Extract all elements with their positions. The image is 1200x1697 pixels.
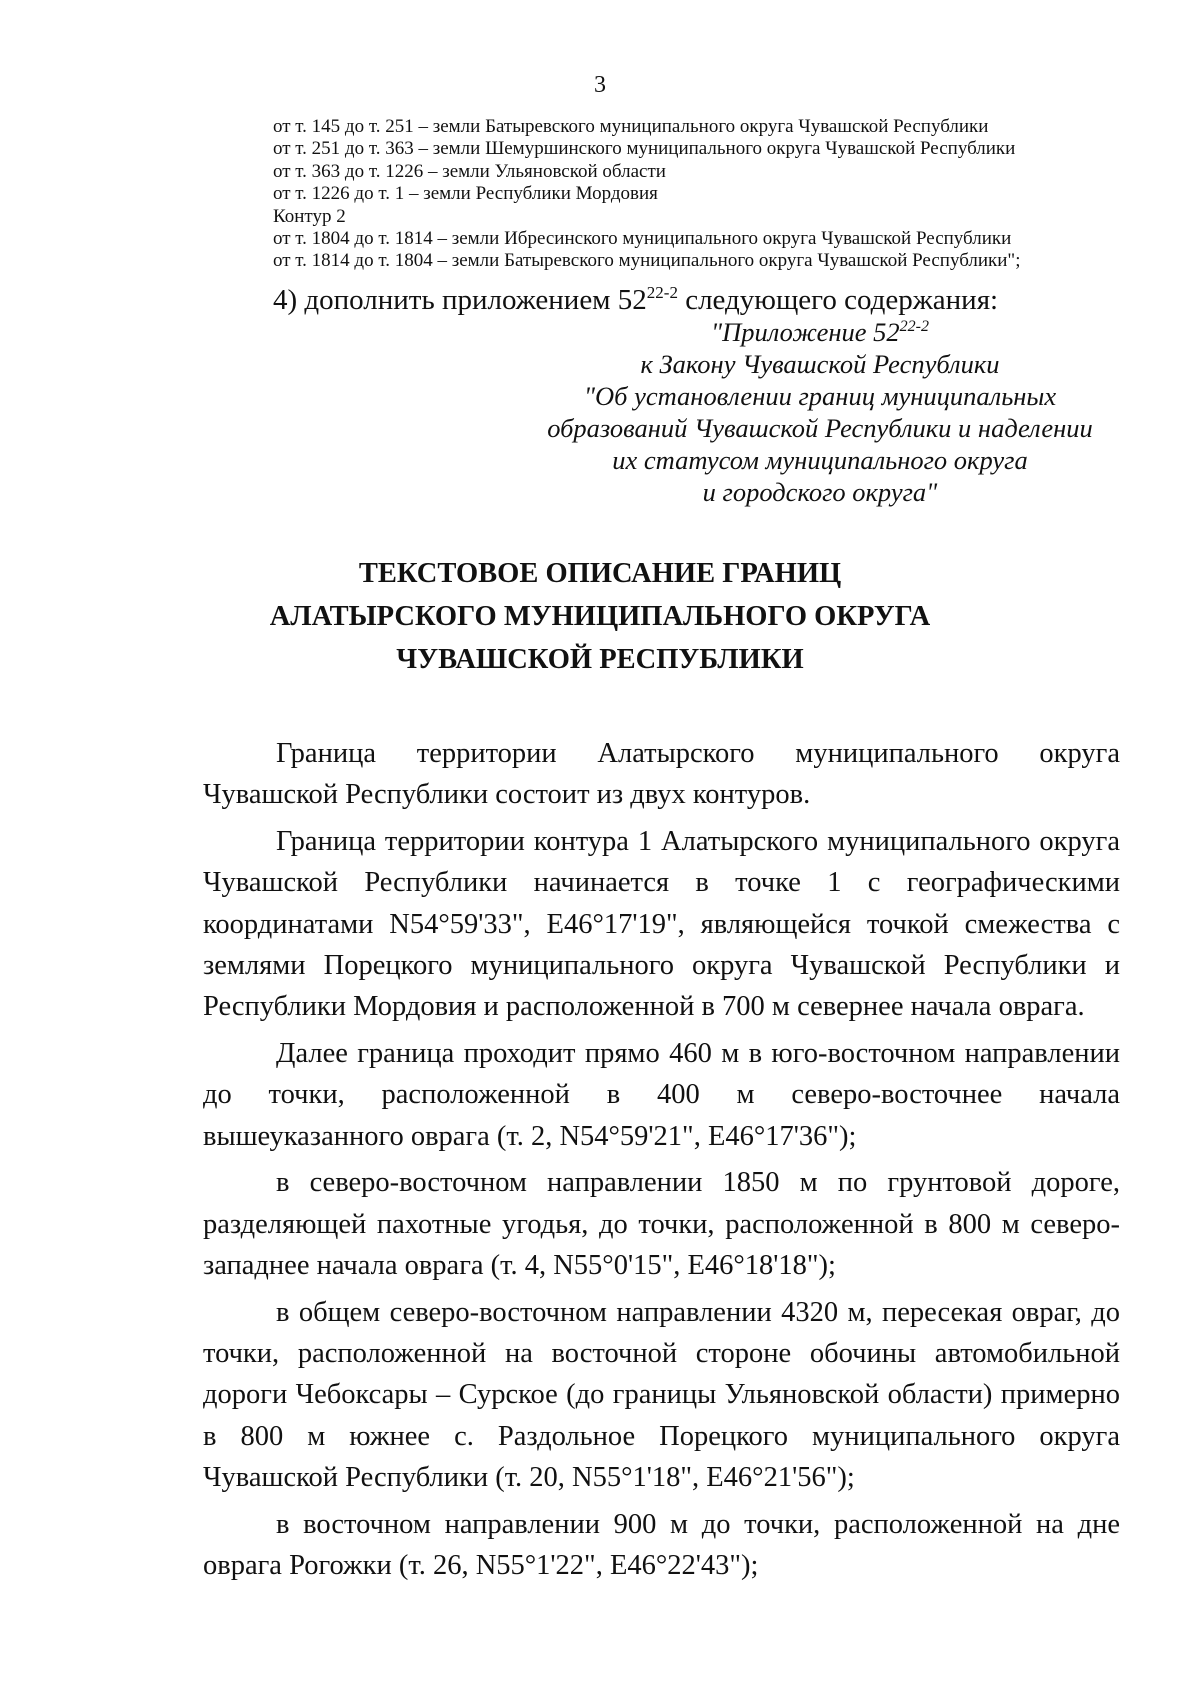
title-line-2: АЛАТЫРСКОГО МУНИЦИПАЛЬНОГО ОКРУГА bbox=[269, 601, 931, 632]
amendment-text-end: следующего содержания: bbox=[677, 284, 999, 316]
body-text bbox=[203, 733, 1120, 1592]
amendment-superscript: 22-2 bbox=[646, 283, 678, 302]
amendment-text: 4) дополнить приложением 52 bbox=[273, 284, 647, 316]
appendix-line-3: "Об установлении границ муниципальных bbox=[583, 381, 1057, 411]
boundary-line: от т. 1804 до т. 1814 – земли Ибресинского муниципального округа Чувашской Республики bbox=[273, 228, 1012, 250]
paragraph: в общем северо-восточном направлении 4320 м, пересекая овраг, до точки, расположенной на восточной стороне обочины автомобильной дороги Чебоксары – Сурское (до границы Ульяновской области) примерно в 800 м южнее с. Раздольное Порецкого муниципального округа Чувашской Республики (т. 20, N55°1'18", E46°21'56"); bbox=[203, 1296, 1120, 1494]
title-line-3: ЧУВАШСКОЙ РЕСПУБЛИКИ bbox=[396, 644, 804, 675]
boundary-line: от т. 251 до т. 363 – земли Шемуршинского муниципального округа Чувашской Республики bbox=[273, 138, 1016, 160]
boundary-line: от т. 1814 до т. 1804 – земли Батыревского муниципального округа Чувашской Республики"; bbox=[273, 250, 1021, 272]
appendix-title: "Приложение 52 bbox=[711, 317, 900, 347]
contour-label: Контур 2 bbox=[273, 205, 346, 227]
document-title bbox=[200, 552, 1000, 681]
appendix-line-4: образований Чувашской Республики и наделении bbox=[547, 413, 1093, 443]
boundary-list bbox=[273, 116, 1133, 273]
appendix-line-2: к Закону Чувашской Республики bbox=[640, 349, 1000, 379]
paragraph: Граница территории контура 1 Алатырского муниципального округа Чувашской Республики начинается в точке 1 с географическими координатами N54°59'33", E46°17'19", являющейся точкой смежества с землями Порецкого муниципального округа Чувашской Республики и Республики Мордовия и расположенной в 700 м севернее начала оврага. bbox=[203, 826, 1120, 1023]
amendment-line bbox=[273, 282, 998, 318]
boundary-line: от т. 145 до т. 251 – земли Батыревского муниципального округа Чувашской Республики bbox=[273, 116, 989, 137]
appendix-line-5: их статусом муниципального округа bbox=[612, 445, 1028, 475]
appendix-line-6: и городского округа" bbox=[702, 477, 938, 507]
boundary-line: от т. 363 до т. 1226 – земли Ульяновской области bbox=[273, 160, 666, 182]
title-line-1: ТЕКСТОВОЕ ОПИСАНИЕ ГРАНИЦ bbox=[358, 558, 842, 589]
paragraph: Граница территории Алатырского муниципального округа Чувашской Республики состоит из двух контуров. bbox=[203, 738, 1120, 811]
paragraph: в восточном направлении 900 м до точки, расположенной на дне оврага Рогожки (т. 26, N55°1'22", E46°22'43"); bbox=[203, 1508, 1120, 1582]
page-number: 3 bbox=[594, 72, 606, 98]
paragraph: в северо-восточном направлении 1850 м по грунтовой дороге, разделяющей пахотные угодья, до точки, расположенной в 800 м северо-западнее начала оврага (т. 4, N55°0'15", E46°18'18"); bbox=[203, 1167, 1120, 1282]
paragraph: Далее граница проходит прямо 460 м в юго-восточном направлении до точки, расположенной в 400 м северо-восточнее начала вышеуказанного оврага (т. 2, N54°59'21", E46°17'36"); bbox=[203, 1038, 1120, 1152]
appendix-header bbox=[520, 316, 1120, 508]
boundary-line: от т. 1226 до т. 1 – земли Республики Мордовия bbox=[273, 183, 658, 205]
appendix-line-1 bbox=[520, 316, 1120, 348]
appendix-superscript: 22-2 bbox=[899, 318, 929, 335]
